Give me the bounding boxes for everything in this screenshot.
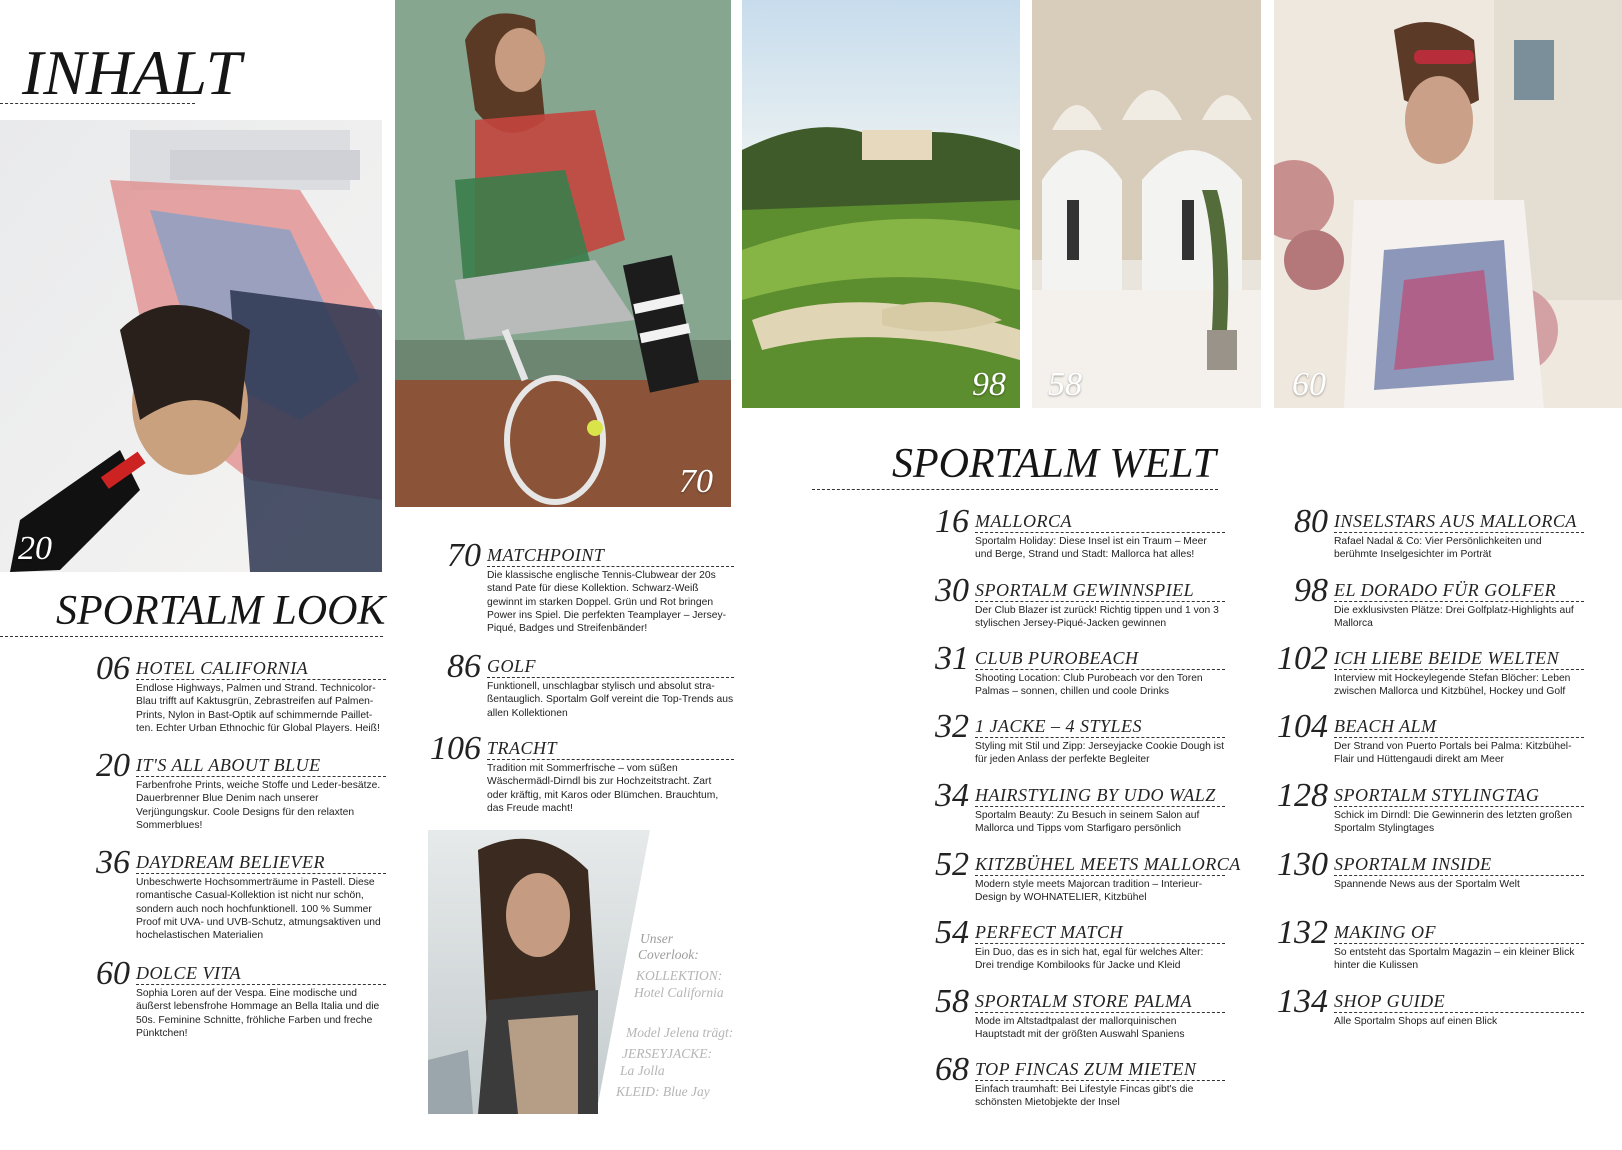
- entry-page-number: 106: [430, 730, 481, 767]
- photo-page-number: 20: [18, 530, 52, 567]
- entry-description: Ein Duo, das es in sich hat, egal für welches Alter: Drei trendige Kombilooks für Jacke und Kleid: [975, 947, 1204, 972]
- photo-dolce-model-image: [1274, 0, 1622, 408]
- entry-page-number: 134: [1277, 983, 1328, 1020]
- section-heading-look: SPORTALM LOOK: [56, 588, 386, 634]
- entry-page-number: 31: [935, 640, 969, 677]
- entry-title: SHOP GUIDE: [1334, 991, 1584, 1013]
- photo-golf-course: [742, 0, 1020, 408]
- entry-description: Alle Sportalm Shops auf einen Blick: [1334, 1016, 1498, 1027]
- toc-entry[interactable]: [935, 914, 1225, 973]
- entry-title: EL DORADO FÜR GOLFER: [1334, 580, 1584, 602]
- title-rule: [0, 103, 195, 104]
- entry-title: SPORTALM GEWINNSPIEL: [975, 580, 1225, 602]
- toc-entry[interactable]: [447, 537, 734, 635]
- entry-description: Farbenfrohe Prints, weiche Stoffe und Leder-besätze. Dauerbrenner Blue Denim nach unserer Verjüngungskur. Coole Designs für den relaxten Sommerblues!: [136, 780, 381, 831]
- photo-cover-model-image: [428, 830, 650, 1114]
- page-title: INHALT: [22, 37, 242, 108]
- entry-page-number: 86: [447, 648, 481, 685]
- entry-description: Sportalm Holiday: Diese Insel ist ein Traum – Meer und Berge, Strand und Stadt: Mallorca hat alles!: [975, 536, 1207, 561]
- photo-tennis-model: [395, 0, 731, 507]
- entry-title: PERFECT MATCH: [975, 922, 1225, 944]
- cover-kleid-label: KLEID:: [616, 1084, 660, 1099]
- entry-title: 1 JACKE – 4 STYLES: [975, 716, 1225, 738]
- toc-entry[interactable]: [447, 648, 734, 720]
- photo-store-palma: [1032, 0, 1261, 408]
- entry-page-number: 128: [1277, 777, 1328, 814]
- entry-title: GOLF: [487, 656, 734, 678]
- toc-entry[interactable]: [1277, 777, 1584, 836]
- entry-description: Endlose Highways, Palmen und Strand. Technicolor-Blau trifft auf Kaktusgrün, Zebrastreifen auf Palmen-Prints, Nylon in Bast-Optik auf schimmernde Paillet-ten. Echter Urban Ethnochic für Global Players. Heiß!: [136, 683, 380, 734]
- entry-description: Der Club Blazer ist zurück! Richtig tippen und 1 von 3 stylischen Jersey-Piqué-Jacken gewinnen: [975, 605, 1219, 630]
- entry-description: Styling mit Stil und Zipp: Jerseyjacke Cookie Dough ist für jeden Anlass der perfekte Begleiter: [975, 741, 1224, 766]
- entry-page-number: 20: [96, 747, 130, 784]
- entry-description: Funktionell, unschlagbar stylisch und absolut stra-ßentauglich. Sportalm Golf vereint die Top-Trends aus allen Kollektionen: [487, 681, 734, 719]
- toc-entry[interactable]: [96, 650, 386, 735]
- entry-page-number: 30: [935, 572, 969, 609]
- cover-kollektion-label: KOLLEKTION:: [636, 968, 723, 983]
- toc-entry[interactable]: [96, 844, 386, 942]
- cover-kleid: [616, 1084, 710, 1100]
- toc-entry[interactable]: [1277, 846, 1584, 891]
- photo-look-model: [0, 120, 382, 572]
- photo-page-number: 70: [679, 463, 713, 500]
- entry-description: So entsteht das Sportalm Magazin – ein kleiner Blick hinter die Kulissen: [1334, 947, 1575, 972]
- entry-page-number: 36: [96, 844, 130, 881]
- entry-page-number: 80: [1294, 503, 1328, 540]
- photo-look-model-image: [0, 120, 382, 572]
- photo-cover-model: [428, 830, 650, 1114]
- cover-kollektion-value: Hotel California: [634, 985, 724, 1000]
- entry-title: MATCHPOINT: [487, 545, 734, 567]
- cover-jersey-label: JERSEYJACKE:: [622, 1046, 712, 1061]
- entry-page-number: 70: [447, 537, 481, 574]
- cover-note-unser: Unser: [640, 931, 673, 946]
- entry-description: Einfach traumhaft: Bei Lifestyle Fincas gibt's die schönsten Mietobjekte der Insel: [975, 1084, 1194, 1109]
- toc-entry[interactable]: [1277, 983, 1584, 1028]
- toc-entry[interactable]: [1277, 708, 1584, 767]
- toc-entry[interactable]: [1277, 914, 1584, 973]
- entry-description: Die exklusivsten Plätze: Drei Golfplatz-Highlights auf Mallorca: [1334, 605, 1574, 630]
- entry-title: IT'S ALL ABOUT BLUE: [136, 755, 386, 777]
- entry-description: Modern style meets Majorcan tradition – Interieur-Design by WOHNATELIER, Kitzbühel: [975, 879, 1203, 904]
- entry-page-number: 130: [1277, 846, 1328, 883]
- toc-entry[interactable]: [935, 777, 1225, 836]
- entry-title: SPORTALM INSIDE: [1334, 854, 1584, 876]
- entry-page-number: 52: [935, 846, 969, 883]
- entry-title: MALLORCA: [975, 511, 1225, 533]
- entry-page-number: 32: [935, 708, 969, 745]
- entry-title: INSELSTARS AUS MALLORCA: [1334, 511, 1584, 533]
- photo-page-number: 98: [972, 366, 1006, 403]
- entry-page-number: 98: [1294, 572, 1328, 609]
- entry-description: Der Strand von Puerto Portals bei Palma: Kitzbühel-Flair und Hüttengaudi direkt am Meer: [1334, 741, 1572, 766]
- entry-title: HAIRSTYLING BY UDO WALZ: [975, 785, 1225, 807]
- photo-tennis-model-image: [395, 0, 731, 507]
- toc-entry[interactable]: [935, 1051, 1225, 1110]
- entry-description: Unbeschwerte Hochsommerträume in Pastell. Diese romantische Casual-Kollektion ist nicht nur schön, sondern auch noch hochfunktionell. 100 % Summer Proof mit UVA- und UVB-Schutz, atmungsaktiven und hochelastischen Materialien: [136, 877, 381, 942]
- entry-page-number: 54: [935, 914, 969, 951]
- toc-entry[interactable]: [935, 572, 1225, 631]
- entry-page-number: 68: [935, 1051, 969, 1088]
- toc-entry[interactable]: [96, 955, 386, 1040]
- entry-title: SPORTALM STYLINGTAG: [1334, 785, 1584, 807]
- entry-description: Shooting Location: Club Purobeach vor den Toren Palmas – sonnen, chillen und coole Drinks: [975, 673, 1203, 698]
- entry-page-number: 06: [96, 650, 130, 687]
- toc-entry[interactable]: [935, 640, 1225, 699]
- toc-entry[interactable]: [96, 747, 386, 832]
- toc-entry[interactable]: [1294, 503, 1584, 562]
- toc-entry[interactable]: [935, 708, 1225, 767]
- photo-golf-course-image: [742, 0, 1020, 408]
- entry-title: CLUB PUROBEACH: [975, 648, 1225, 670]
- entry-page-number: 34: [935, 777, 969, 814]
- entry-page-number: 60: [96, 955, 130, 992]
- cover-note-coverlook: Coverlook:: [638, 947, 699, 962]
- entry-title: BEACH ALM: [1334, 716, 1584, 738]
- cover-jersey-value: La Jolla: [620, 1063, 665, 1078]
- look-heading-rule: [0, 636, 383, 637]
- toc-entry[interactable]: [935, 846, 1241, 905]
- toc-entry[interactable]: [935, 983, 1225, 1042]
- entry-page-number: 132: [1277, 914, 1328, 951]
- entry-description: Tradition mit Sommerfrische – vom süßen Wäschermädl-Dirndl bis zur Hochzeitstracht. Zart oder kräftig, mit Karos oder Blümchen. Brauchtum, das Freude macht!: [487, 763, 719, 814]
- cover-model-line: Model Jelena trägt:: [626, 1025, 734, 1040]
- toc-entry[interactable]: [1294, 572, 1584, 631]
- toc-entry[interactable]: [935, 503, 1225, 562]
- photo-page-number: 60: [1292, 366, 1326, 403]
- entry-description: Interview mit Hockeylegende Stefan Blöcher: Leben zwischen Mallorca und Kitzbühel, Hockey und Golf: [1334, 673, 1571, 698]
- cover-kleid-value: Blue Jay: [662, 1084, 710, 1099]
- toc-entry[interactable]: [1277, 640, 1584, 699]
- entry-title: TOP FINCAS ZUM MIETEN: [975, 1059, 1225, 1081]
- entry-description: Sophia Loren auf der Vespa. Eine modische und äußerst lebensfrohe Hommage an Bella Italia und die 50s. Feminine Schnitte, fröhliche Farben und freche Pünktchen!: [136, 988, 380, 1039]
- section-heading-welt: SPORTALM WELT: [892, 441, 1216, 487]
- photo-store-palma-image: [1032, 0, 1261, 408]
- toc-entry[interactable]: [430, 730, 734, 815]
- welt-heading-rule: [812, 489, 1218, 490]
- entry-description: Rafael Nadal & Co: Vier Persönlichkeiten und berühmte Inselgesichter im Porträt: [1334, 536, 1542, 561]
- entry-description: Sportalm Beauty: Zu Besuch in seinem Salon auf Mallorca und Tipps vom Starfigaro persönlich: [975, 810, 1200, 835]
- entry-title: ICH LIEBE BEIDE WELTEN: [1334, 648, 1584, 670]
- entry-description: Die klassische englische Tennis-Clubwear der 20s stand Pate für diese Kollektion. Schwarz-Weiß gewinnt im starken Doppel. Grün und Rot bringen Power ins Spiel. Die perfekten Teamplayer – Jersey-Piqué, Badges und Streifenbänder!: [487, 570, 727, 635]
- entry-description: Spannende News aus der Sportalm Welt: [1334, 879, 1520, 890]
- entry-description: Mode im Altstadtpalast der mallorquinischen Hauptstadt mit der größten Auswahl Spaniens: [975, 1016, 1185, 1041]
- entry-title: TRACHT: [487, 738, 734, 760]
- photo-dolce-model: [1274, 0, 1622, 408]
- photo-page-number: 58: [1048, 366, 1082, 403]
- entry-page-number: 104: [1277, 708, 1328, 745]
- entry-page-number: 102: [1277, 640, 1328, 677]
- entry-title: DAYDREAM BELIEVER: [136, 852, 386, 874]
- entry-title: DOLCE VITA: [136, 963, 386, 985]
- entry-title: SPORTALM STORE PALMA: [975, 991, 1225, 1013]
- entry-page-number: 58: [935, 983, 969, 1020]
- entry-title: KITZBÜHEL MEETS MALLORCA: [975, 854, 1241, 874]
- entry-title: HOTEL CALIFORNIA: [136, 658, 386, 680]
- entry-page-number: 16: [935, 503, 969, 540]
- entry-description: Schick im Dirndl: Die Gewinnerin des letzten großen Sportalm Stylingtages: [1334, 810, 1573, 835]
- entry-title: MAKING OF: [1334, 922, 1584, 944]
